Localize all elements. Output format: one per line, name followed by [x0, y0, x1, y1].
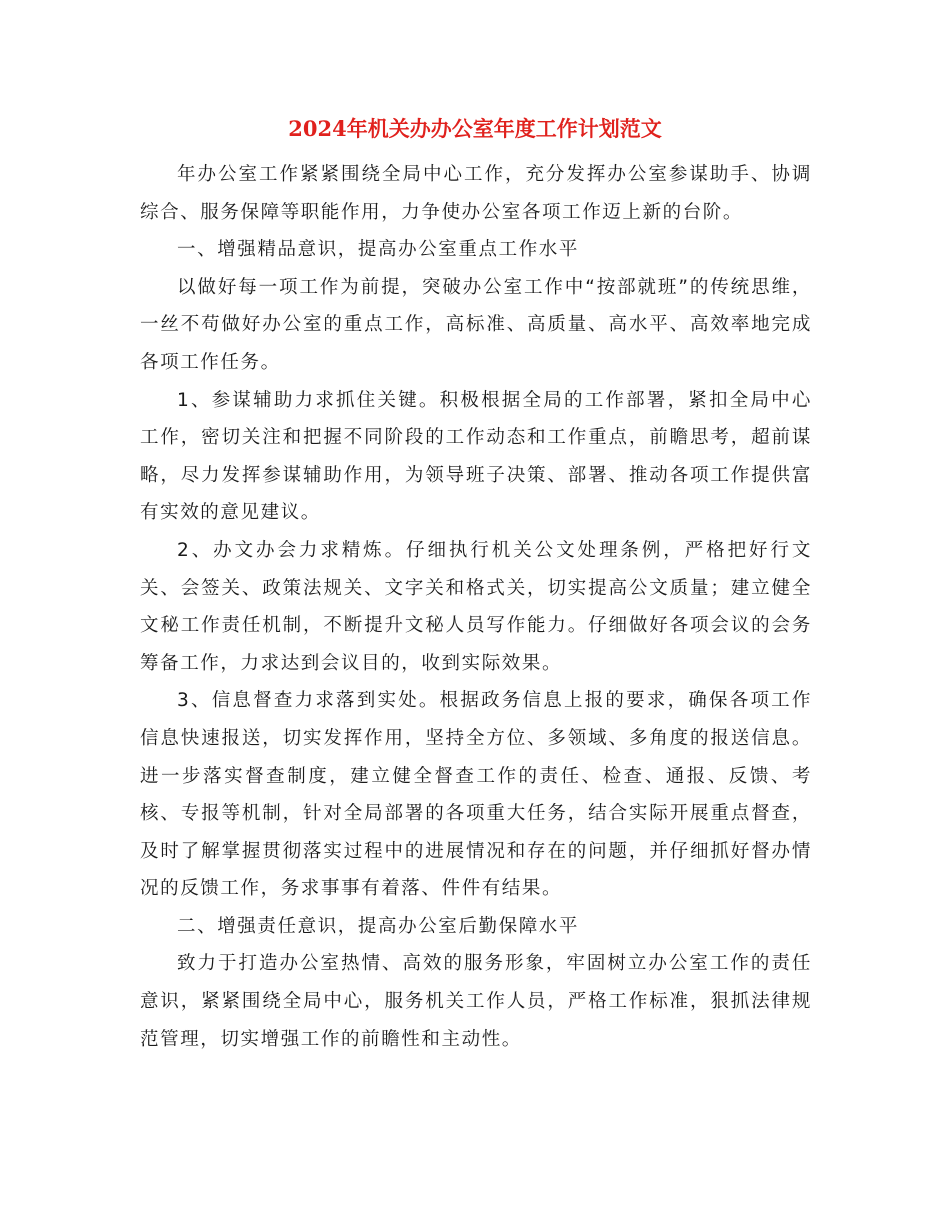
paragraph-item-2: 2、办文办会力求精炼。仔细执行机关公文处理条例，严格把好行文关、会签关、政策法规关、文字关和格式关，切实提高公文质量；建立健全文秘工作责任机制，不断提升文秘人员写作能力。仔细做好各项会议的会务筹备工作，力求达到会议目的，收到实际效果。 [140, 539, 812, 674]
document-body [140, 156, 812, 1058]
paragraph-section-1-intro: 以做好每一项工作为前提，突破办公室工作中“按部就班”的传统思维，一丝不苟做好办公室的重点工作，高标准、高质量、高水平、高效率地完成各项工作任务。 [140, 276, 812, 373]
paragraph-item-1: 1、参谋辅助力求抓住关键。积极根据全局的工作部署，紧扣全局中心工作，密切关注和把握不同阶段的工作动态和工作重点，前瞻思考，超前谋略，尽力发挥参谋辅助作用，为领导班子决策、部署、推动各项工作提供富有实效的意见建议。 [140, 389, 812, 524]
paragraph-intro: 年办公室工作紧紧围绕全局中心工作，充分发挥办公室参谋助手、协调综合、服务保障等职能作用，力争使办公室各项工作迈上新的台阶。 [140, 164, 812, 223]
paragraph-item-3: 3、信息督查力求落到实处。根据政务信息上报的要求，确保各项工作信息快速报送，切实发挥作用，坚持全方位、多领域、多角度的报送信息。进一步落实督查制度，建立健全督查工作的责任、检查、通报、反馈、考核、专报等机制，针对全局部署的各项重大任务，结合实际开展重点督查，及时了解掌握贯彻落实过程中的进展情况和存在的问题，并仔细抓好督办情况的反馈工作，务求事事有着落、件件有结果。 [140, 690, 812, 900]
section-heading-1: 一、增强精品意识，提高办公室重点工作水平 [177, 239, 580, 261]
paragraph-section-2-intro: 致力于打造办公室热情、高效的服务形象，牢固树立办公室工作的责任意识，紧紧围绕全局中心，服务机关工作人员，严格工作标准，狠抓法律规范管理，切实增强工作的前瞻性和主动性。 [140, 953, 812, 1050]
section-heading-2: 二、增强责任意识，提高办公室后勤保障水平 [177, 915, 580, 937]
document-title: 2024年机关办办公室年度工作计划范文 [288, 116, 662, 141]
